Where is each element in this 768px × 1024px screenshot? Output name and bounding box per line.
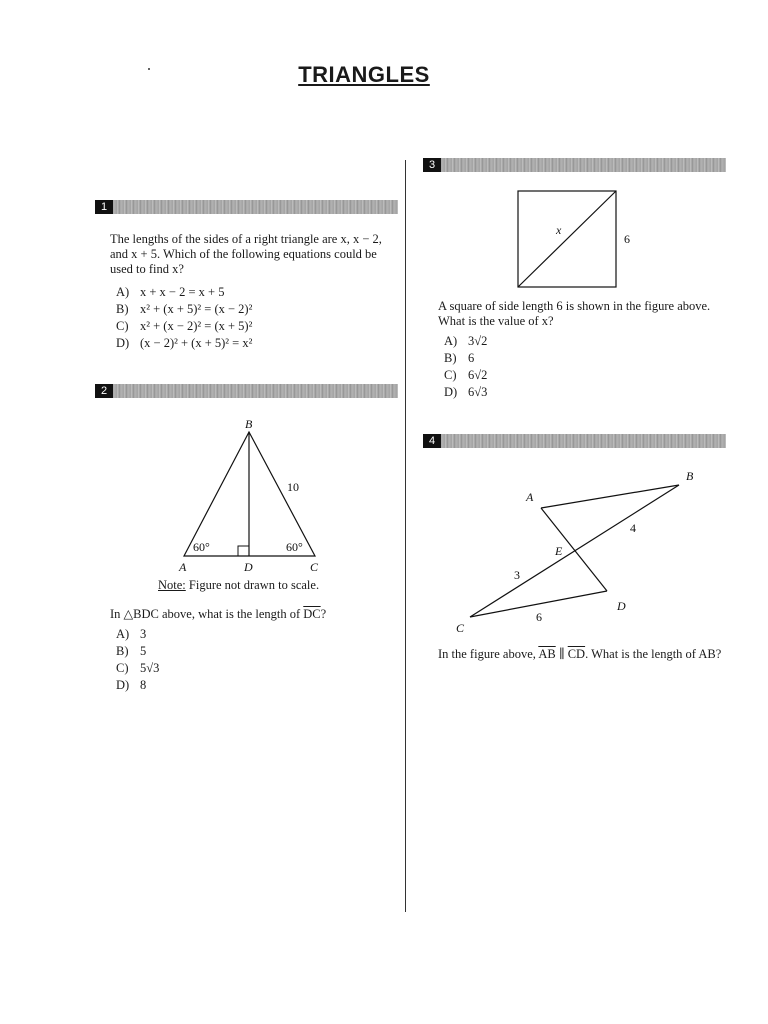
side-bc-label: 10 [287,480,299,494]
vertex-d-label: D [244,560,253,574]
question-2-number: 2 [95,384,113,398]
choice-c[interactable]: C) x² + (x − 2)² = (x + 5)² [116,319,253,333]
point-d-label: D [617,599,626,613]
point-e-label: E [555,544,563,558]
question-3-prompt: A square of side length 6 is shown in the figure above. What is the value of x? [438,299,711,328]
choice-d[interactable]: D) 6√3 [444,385,488,399]
parallel-segments-figure [450,465,700,640]
length-ce-label: 3 [514,568,520,582]
choice-b[interactable]: B) 6 [444,351,475,365]
question-4-number: 4 [423,434,441,448]
choice-c[interactable]: C) 6√2 [444,368,488,382]
angle-a-label: 60° [193,540,210,554]
column-divider [405,160,406,912]
question-3-choices [444,333,487,401]
choice-c[interactable]: C) 5√3 [116,661,160,675]
page-title: TRIANGLES [298,62,430,87]
triangle-abc-figure [160,415,340,580]
length-eb-label: 4 [630,521,636,535]
question-3-number: 3 [423,158,441,172]
vertex-b-label: B [245,417,253,431]
figure-note: Note: Figure not drawn to scale. [158,578,320,592]
question-2-prompt: In △BDC above, what is the length of $\overline{DC}$? [110,607,327,621]
angle-c-label: 60° [286,540,303,554]
diagonal-label: x [556,223,562,237]
right-angle-marker [238,546,249,556]
question-3-header-bar [423,158,726,172]
side-label: 6 [624,232,630,246]
choice-a[interactable]: A) 3√2 [444,334,488,348]
choice-d[interactable]: D) (x − 2)² + (x + 5)² = x² [116,336,253,350]
choice-d[interactable]: D) 8 [116,678,147,692]
point-b-label: B [686,469,694,483]
choice-a[interactable]: A) 3 [116,627,147,641]
vertex-a-label: A [179,560,187,574]
question-1-number: 1 [95,200,113,214]
question-2-header-bar [95,384,398,398]
question-1-header-bar [95,200,398,214]
square-figure [515,188,640,290]
segment-ad [541,508,607,591]
choice-b[interactable]: B) x² + (x + 5)² = (x − 2)² [116,302,253,316]
question-4-prompt: In the figure above, $\overline{AB}$ ∥ $\overline{CD}$. What is the length of AB? [438,647,722,661]
question-2-choices [116,626,159,694]
vertex-c-label: C [310,560,319,574]
question-4-header-bar [423,434,726,448]
diagonal [518,191,616,287]
choice-a[interactable]: A) x + x − 2 = x + 5 [116,285,225,299]
choice-b[interactable]: B) 5 [116,644,147,658]
question-1-prompt: The lengths of the sides of a right triangle are x, x − 2, and x + 5. Which of the following equations could be used to find x? [110,232,382,276]
segment-ab [541,485,679,508]
question-1-choices [116,284,252,352]
point-c-label: C [456,621,465,635]
length-cd-label: 6 [536,610,542,624]
point-a-label: A [526,490,534,504]
